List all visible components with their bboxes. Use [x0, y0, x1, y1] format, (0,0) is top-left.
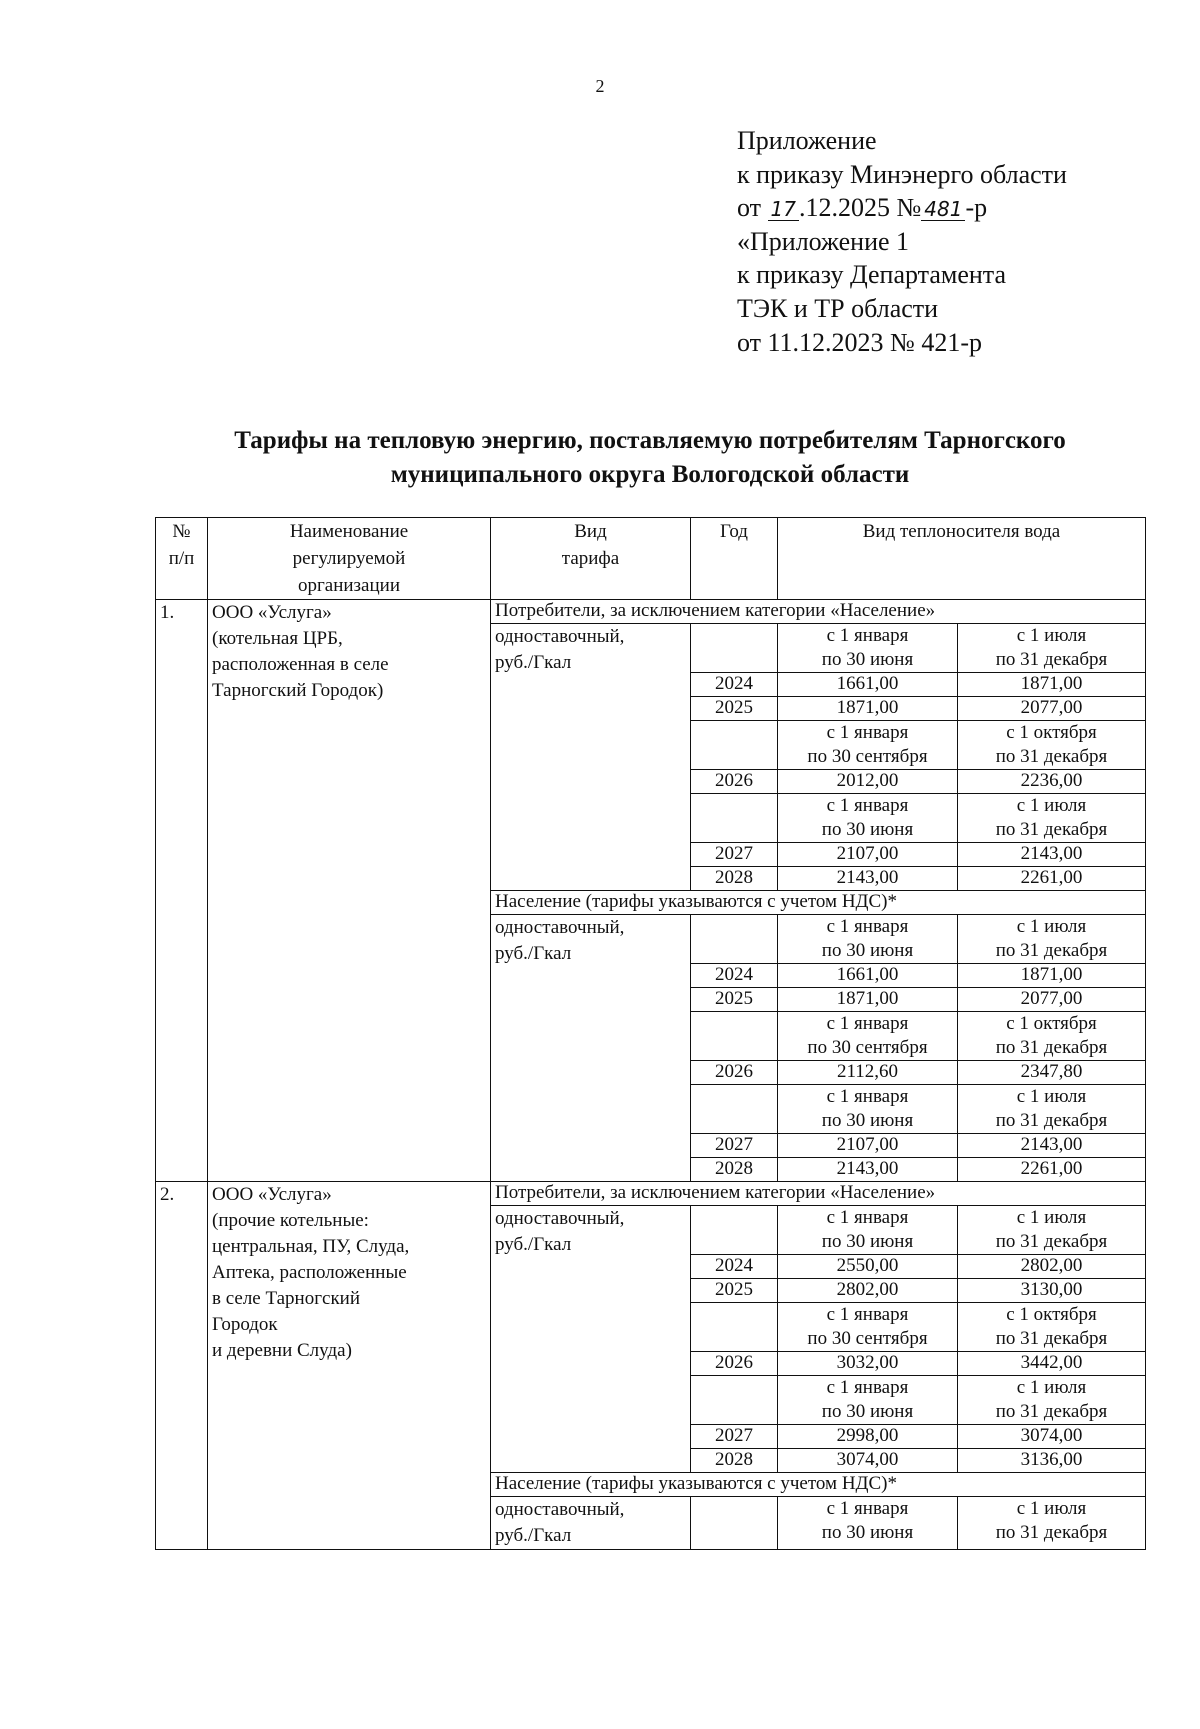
tariff-type-line: одноставочный, — [495, 1208, 625, 1229]
year-cell-empty — [691, 721, 778, 770]
tariff-value-first-half: 2107,00 — [778, 843, 958, 867]
year-cell: 2024 — [691, 673, 778, 697]
period-line: с 1 января — [826, 1377, 909, 1398]
period-line: по 31 декабря — [995, 649, 1108, 670]
period-line: с 1 июля — [1016, 916, 1087, 937]
period-line: с 1 июля — [1016, 1207, 1087, 1228]
tariff-value-second-half: 3074,00 — [958, 1425, 1146, 1449]
consumer-category: Потребители, за исключением категории «Население» — [491, 1182, 1146, 1206]
tariff-value-first-half: 1871,00 — [778, 697, 958, 721]
tariff-value-second-half: 1871,00 — [958, 673, 1146, 697]
period-line: по 30 сентября — [807, 1037, 928, 1058]
tariff-value-first-half: 3074,00 — [778, 1449, 958, 1473]
org-name-line: Тарногский Городок) — [212, 680, 384, 701]
tariff-value-second-half: 2802,00 — [958, 1255, 1146, 1279]
year-cell: 2027 — [691, 843, 778, 867]
appendix-line-3 — [737, 191, 1067, 225]
period-first-half — [778, 794, 958, 843]
period-line: по 30 июня — [821, 1110, 914, 1131]
period-line: с 1 января — [826, 1304, 909, 1325]
tariff-value-first-half: 1661,00 — [778, 673, 958, 697]
tariff-value-first-half: 2112,60 — [778, 1061, 958, 1085]
tariff-type-line: руб./Гкал — [495, 1234, 572, 1255]
appendix-line-7: от 11.12.2023 № 421-р — [737, 327, 983, 357]
period-line: с 1 июля — [1016, 1498, 1087, 1519]
period-second-half — [958, 721, 1146, 770]
period-first-half — [778, 1012, 958, 1061]
tariff-value-second-half: 3136,00 — [958, 1449, 1146, 1473]
period-first-half — [778, 1497, 958, 1550]
year-cell: 2028 — [691, 1158, 778, 1182]
period-line: с 1 июля — [1016, 1086, 1087, 1107]
year-cell: 2027 — [691, 1425, 778, 1449]
tariff-table-body — [156, 518, 1146, 1550]
period-second-half — [958, 1376, 1146, 1425]
period-line: по 30 июня — [821, 940, 914, 961]
header-row — [156, 518, 1146, 600]
period-line: с 1 января — [826, 916, 909, 937]
period-line: с 1 июля — [1016, 795, 1087, 816]
year-cell: 2028 — [691, 867, 778, 891]
year-cell-empty — [691, 1376, 778, 1425]
period-line: по 30 июня — [821, 819, 914, 840]
period-line: по 31 декабря — [995, 819, 1108, 840]
category-row — [156, 1182, 1146, 1206]
year-cell-empty — [691, 1303, 778, 1352]
period-line: по 30 июня — [821, 1231, 914, 1252]
appendix-date-suffix: -р — [965, 193, 988, 223]
tariff-value-first-half: 1871,00 — [778, 988, 958, 1012]
tariff-value-first-half: 2107,00 — [778, 1134, 958, 1158]
title-line-2: муниципального округа Вологодской области — [390, 461, 910, 488]
org-name-line: расположенная в селе — [212, 654, 389, 675]
tariff-value-first-half: 2012,00 — [778, 770, 958, 794]
period-line: по 31 декабря — [995, 1328, 1108, 1349]
period-line: с 1 января — [826, 795, 909, 816]
period-line: с 1 января — [826, 722, 909, 743]
period-second-half — [958, 1085, 1146, 1134]
period-line: по 30 сентября — [807, 746, 928, 767]
org-number: 1. — [156, 600, 208, 1182]
period-line: по 31 декабря — [995, 1401, 1108, 1422]
appendix-block — [737, 124, 1067, 359]
org-name-line: (прочие котельные: — [212, 1210, 369, 1231]
period-line: по 30 июня — [821, 649, 914, 670]
title-line-1: Тарифы на тепловую энергию, поставляемую потребителям Тарногского — [234, 427, 1066, 454]
period-line: с 1 января — [826, 625, 909, 646]
tariff-value-first-half: 2998,00 — [778, 1425, 958, 1449]
org-name-line: ООО «Услуга» — [212, 602, 332, 623]
period-line: с 1 января — [826, 1498, 909, 1519]
tariff-type — [491, 624, 691, 891]
tariff-type — [491, 1206, 691, 1473]
tariff-value-second-half: 2261,00 — [958, 1158, 1146, 1182]
appendix-date-mid: .12.2025 № — [798, 193, 922, 223]
tariff-type — [491, 915, 691, 1182]
period-line: по 30 сентября — [807, 1328, 928, 1349]
tariff-type-line: одноставочный, — [495, 917, 625, 938]
tariff-value-first-half: 2143,00 — [778, 867, 958, 891]
period-first-half — [778, 721, 958, 770]
tariff-type — [491, 1497, 691, 1550]
period-first-half — [778, 624, 958, 673]
consumer-category: Потребители, за исключением категории «Население» — [491, 600, 1146, 624]
period-second-half — [958, 794, 1146, 843]
year-cell-empty — [691, 624, 778, 673]
org-name-line: (котельная ЦРБ, — [212, 628, 343, 649]
period-line: с 1 октября — [1006, 1013, 1097, 1034]
consumer-category: Население (тарифы указываются с учетом НДС)* — [491, 891, 1146, 915]
period-line: с 1 июля — [1016, 625, 1087, 646]
tariff-type-line: руб./Гкал — [495, 652, 572, 673]
period-line: с 1 октября — [1006, 1304, 1097, 1325]
period-second-half — [958, 624, 1146, 673]
appendix-line-4: «Приложение 1 — [737, 226, 910, 256]
period-line: по 31 декабря — [995, 1522, 1108, 1543]
tariff-type-line: одноставочный, — [495, 626, 625, 647]
year-cell-empty — [691, 794, 778, 843]
consumer-category: Население (тарифы указываются с учетом НДС)* — [491, 1473, 1146, 1497]
appendix-line-2: к приказу Минэнерго области — [737, 159, 1067, 189]
category-row — [156, 600, 1146, 624]
tariff-value-first-half: 2550,00 — [778, 1255, 958, 1279]
org-name-line: Аптека, расположенные — [212, 1262, 407, 1283]
period-second-half — [958, 915, 1146, 964]
tariff-value-second-half: 2077,00 — [958, 697, 1146, 721]
tariff-value-second-half: 2143,00 — [958, 843, 1146, 867]
tariff-table-wrapper — [155, 517, 1145, 1550]
appendix-line-1: Приложение — [737, 126, 877, 155]
handwritten-day: 17 — [768, 198, 799, 221]
period-first-half — [778, 1376, 958, 1425]
period-line: по 31 декабря — [995, 1231, 1108, 1252]
year-cell: 2026 — [691, 1352, 778, 1376]
appendix-date-prefix: от — [737, 193, 768, 223]
period-line: по 31 декабря — [995, 1110, 1108, 1131]
year-cell-empty — [691, 1206, 778, 1255]
page-number: 2 — [595, 76, 605, 96]
period-line: по 31 декабря — [995, 1037, 1108, 1058]
year-cell: 2025 — [691, 1279, 778, 1303]
period-line: с 1 июля — [1016, 1377, 1087, 1398]
year-cell: 2026 — [691, 770, 778, 794]
year-cell: 2027 — [691, 1134, 778, 1158]
header-tariff-type: Вид тарифа — [491, 518, 691, 600]
year-cell-empty — [691, 915, 778, 964]
org-name-line: в селе Тарногский — [212, 1288, 361, 1309]
year-cell: 2028 — [691, 1449, 778, 1473]
period-first-half — [778, 915, 958, 964]
tariff-value-second-half: 2143,00 — [958, 1134, 1146, 1158]
tariff-value-second-half: 2077,00 — [958, 988, 1146, 1012]
tariff-value-first-half: 1661,00 — [778, 964, 958, 988]
year-cell-empty — [691, 1012, 778, 1061]
period-line: с 1 января — [826, 1013, 909, 1034]
period-line: по 30 июня — [821, 1401, 914, 1422]
year-cell-empty — [691, 1497, 778, 1550]
tariff-value-second-half: 3130,00 — [958, 1279, 1146, 1303]
org-name-line: ООО «Услуга» — [212, 1184, 332, 1205]
year-cell: 2024 — [691, 964, 778, 988]
org-number: 2. — [156, 1182, 208, 1550]
period-line: по 31 декабря — [995, 940, 1108, 961]
header-org: Наименование регулируемой организации — [208, 518, 491, 600]
org-name — [208, 600, 491, 1182]
org-name-line: Городок — [212, 1314, 278, 1335]
period-line: с 1 октября — [1006, 722, 1097, 743]
org-name-line: центральная, ПУ, Слуда, — [212, 1236, 410, 1257]
handwritten-order-number: 481 — [921, 198, 965, 221]
tariff-type-line: руб./Гкал — [495, 943, 572, 964]
appendix-line-5: к приказу Департамента — [737, 260, 1007, 290]
header-year: Год — [691, 518, 778, 600]
period-first-half — [778, 1085, 958, 1134]
period-line: с 1 января — [826, 1207, 909, 1228]
appendix-line-6: ТЭК и ТР области — [737, 293, 939, 323]
tariff-table — [155, 517, 1146, 1550]
tariff-value-second-half: 3442,00 — [958, 1352, 1146, 1376]
year-cell: 2024 — [691, 1255, 778, 1279]
period-second-half — [958, 1303, 1146, 1352]
period-first-half — [778, 1303, 958, 1352]
period-second-half — [958, 1497, 1146, 1550]
tariff-type-line: одноставочный, — [495, 1499, 625, 1520]
header-carrier: Вид теплоносителя вода — [778, 518, 1146, 600]
period-second-half — [958, 1012, 1146, 1061]
period-line: с 1 января — [826, 1086, 909, 1107]
tariff-value-second-half: 2261,00 — [958, 867, 1146, 891]
period-first-half — [778, 1206, 958, 1255]
tariff-value-first-half: 2143,00 — [778, 1158, 958, 1182]
tariff-value-first-half: 3032,00 — [778, 1352, 958, 1376]
tariff-value-second-half: 1871,00 — [958, 964, 1146, 988]
period-line: по 30 июня — [821, 1522, 914, 1543]
year-cell: 2026 — [691, 1061, 778, 1085]
year-cell: 2025 — [691, 988, 778, 1012]
org-name-line: и деревни Слуда) — [212, 1340, 352, 1361]
year-cell-empty — [691, 1085, 778, 1134]
period-line: по 31 декабря — [995, 746, 1108, 767]
year-cell: 2025 — [691, 697, 778, 721]
tariff-type-line: руб./Гкал — [495, 1525, 572, 1546]
tariff-value-second-half: 2236,00 — [958, 770, 1146, 794]
document-title — [130, 424, 1170, 492]
tariff-value-first-half: 2802,00 — [778, 1279, 958, 1303]
period-second-half — [958, 1206, 1146, 1255]
header-num: № п/п — [156, 518, 208, 600]
tariff-value-second-half: 2347,80 — [958, 1061, 1146, 1085]
org-name — [208, 1182, 491, 1550]
